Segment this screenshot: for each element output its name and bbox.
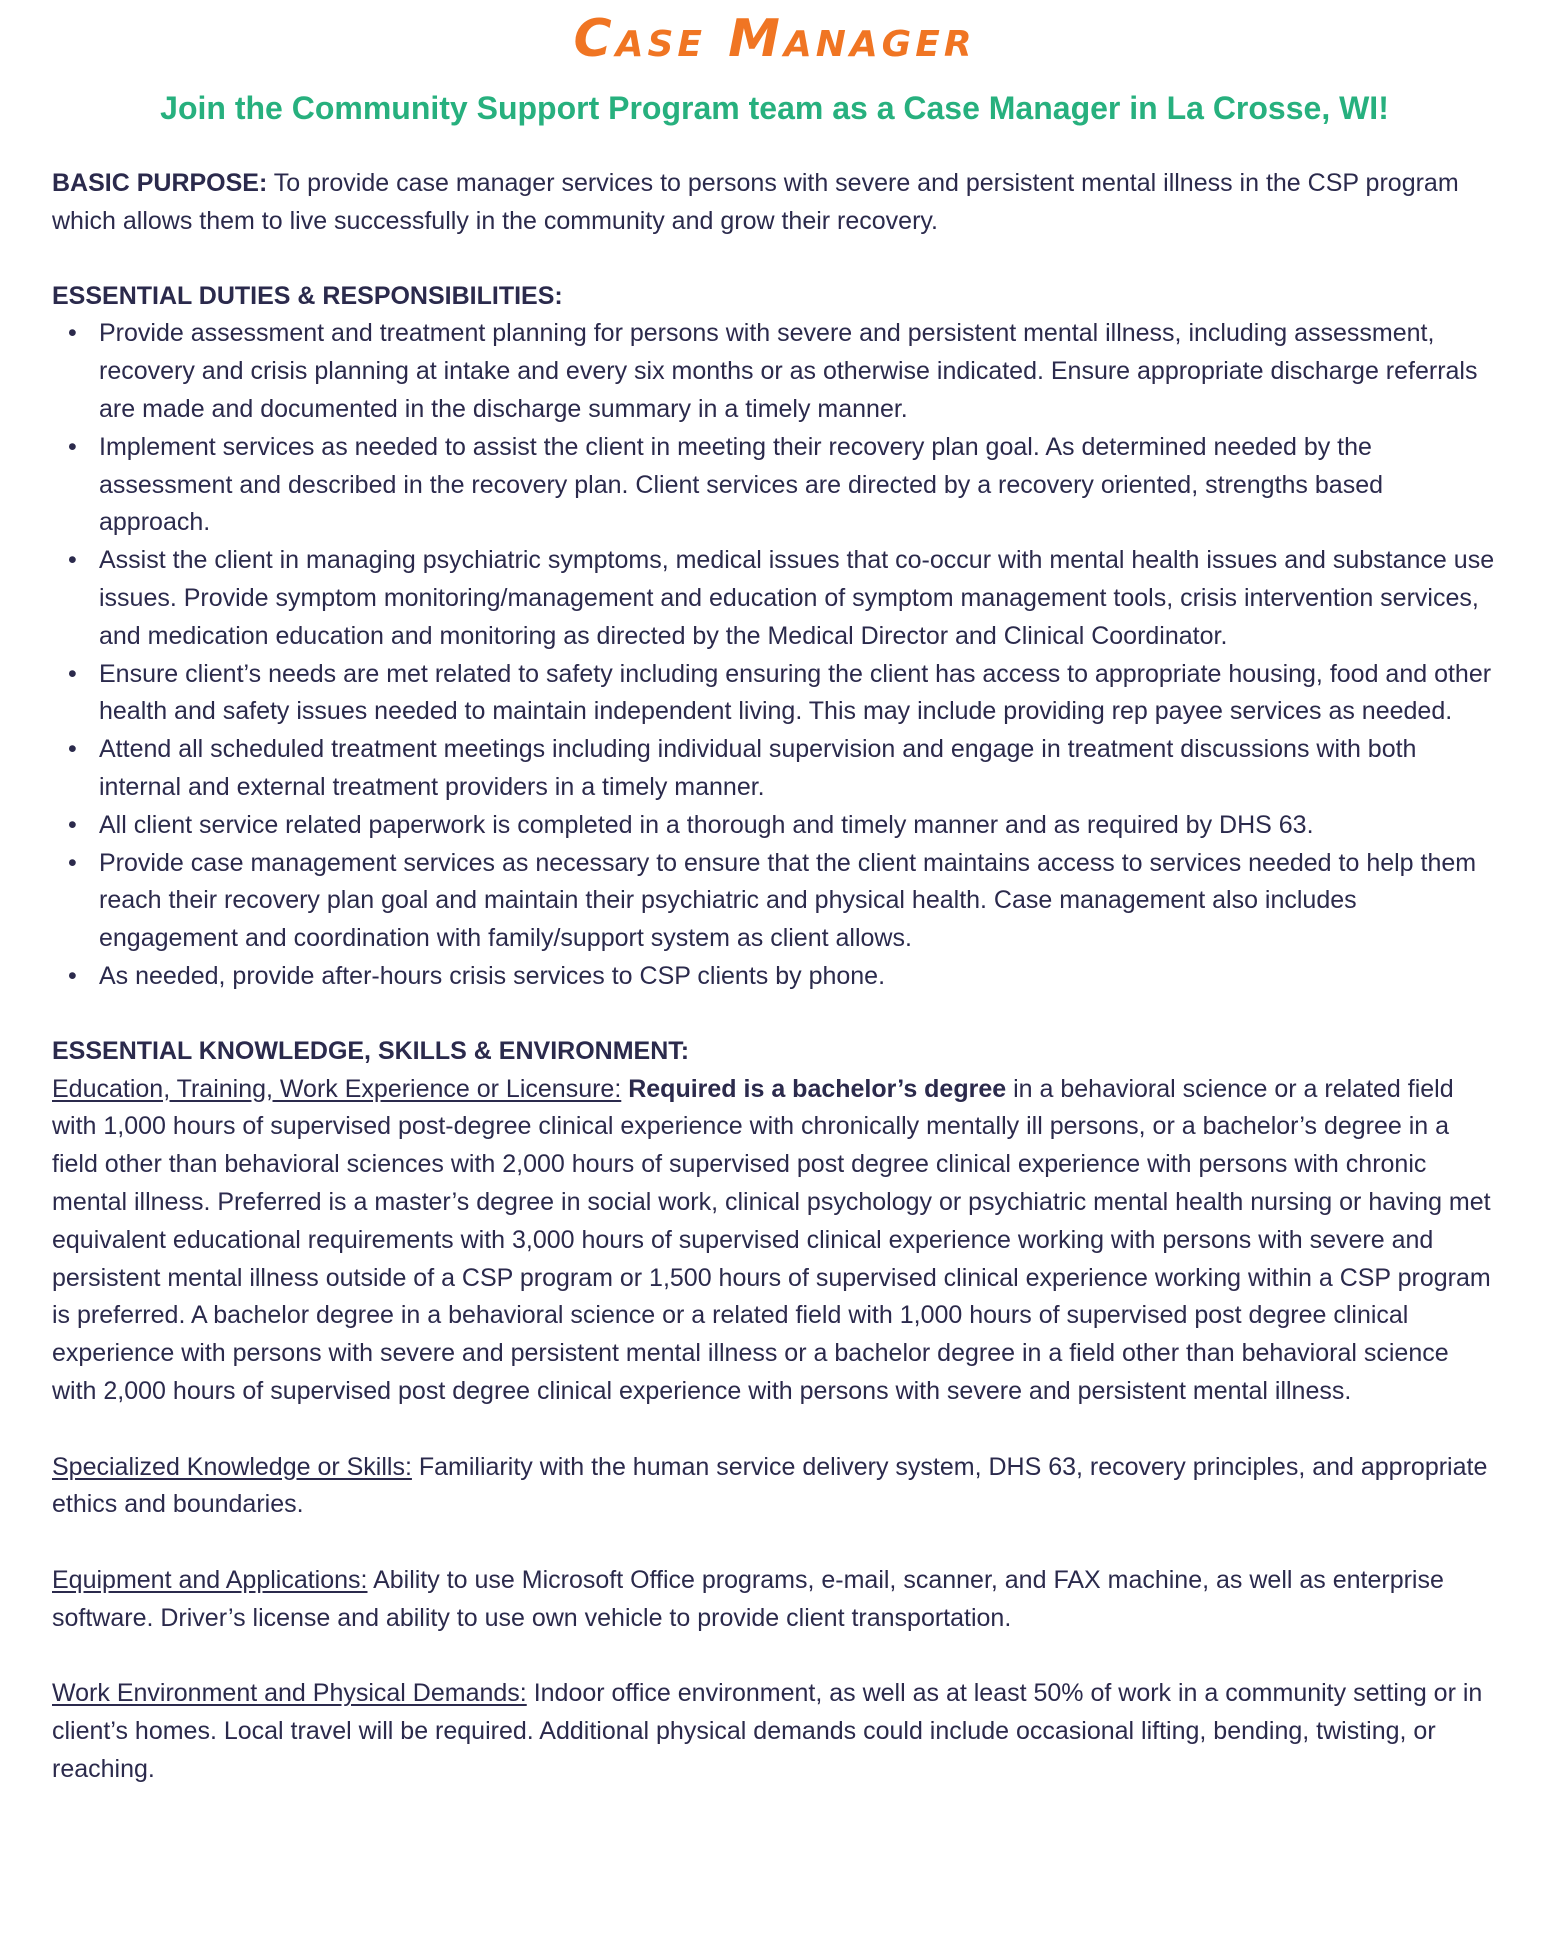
basic-purpose-label: BASIC PURPOSE: <box>52 169 268 197</box>
skills-paragraph <box>52 1449 1497 1525</box>
bullet-icon: • <box>68 546 77 575</box>
page-subtitle: Join the Community Support Program team as a Case Manager in La Crosse, WI! <box>160 90 1389 126</box>
basic-purpose-paragraph <box>52 165 1497 241</box>
equipment-text: Ability to use Microsoft Office programs, e-mail, scanner, and FAX machine, as well as enterprise software. Driver’s license and ability to use own vehicle to provide client transportation. <box>52 1565 1444 1632</box>
duties-list <box>52 315 1497 995</box>
education-label: Education, Training, Work Experience or Licensure: <box>52 1074 622 1103</box>
education-text: in a behavioral science or a related field with 1,000 hours of supervised post-degree clinical experience with chronically mentally ill persons, or a bachelor’s degree in a field other than behavioral sciences with 2,000 hours of supervised post degree clinical experience with persons with chronic mental illness. Preferred is a master’s degree in social work, clinical psychology or psychiatric mental health nursing or having met equivalent educational requirements with 3,000 hours of supervised clinical experience working with persons with severe and persistent mental illness outside of a CSP program or 1,500 hours of supervised clinical experience working within a CSP program is preferred. A bachelor degree in a behavioral science or a related field with 1,000 hours of supervised post degree clinical experience with persons with severe and persistent mental illness or a bachelor degree in a field other than behavioral science with 2,000 hours of supervised post degree clinical experience with persons with severe and persistent mental illness. <box>52 1074 1491 1405</box>
duty-text: Implement services as needed to assist the client in meeting their recovery plan goal. As determined needed by the assessment and described in the recovery plan. Client services are directed by a recovery oriented, strengths based approach. <box>99 432 1383 537</box>
list-item <box>52 731 1497 807</box>
environment-text: Indoor office environment, as well as at least 50% of work in a community setting or in client’s homes. Local travel will be required. Additional physical demands could include occasional lifting, bending, twisting, or reaching. <box>52 1679 1483 1783</box>
bullet-icon: • <box>68 735 77 764</box>
bullet-icon: • <box>68 848 77 877</box>
duty-text: Attend all scheduled treatment meetings including individual supervision and engage in treatment discussions with both internal and external treatment providers in a timely manner. <box>99 735 1417 801</box>
duties-heading: ESSENTIAL DUTIES & RESPONSIBILITIES: <box>52 281 563 310</box>
environment-label: Work Environment and Physical Demands: <box>52 1679 527 1708</box>
environment-paragraph <box>52 1675 1497 1788</box>
duty-text: Assist the client in managing psychiatric symptoms, medical issues that co-occur with mental health issues and substance use issues. Provide symptom monitoring/management and education of symptom management tools, crisis intervention services, and medication education and monitoring as directed by the Medical Director and Clinical Coordinator. <box>99 546 1495 650</box>
knowledge-heading: ESSENTIAL KNOWLEDGE, SKILLS & ENVIRONMENT: <box>52 1036 690 1065</box>
job-posting-page <box>52 0 1497 1789</box>
knowledge-section <box>52 1033 1497 1789</box>
education-requirement: Required is a bachelor’s degree <box>621 1074 1007 1103</box>
bullet-icon: • <box>68 319 77 348</box>
equipment-label: Equipment and Applications: <box>52 1565 368 1594</box>
list-item <box>52 958 1497 996</box>
list-item <box>52 807 1497 845</box>
list-item <box>52 429 1497 542</box>
education-paragraph <box>52 1071 1497 1411</box>
basic-purpose-text: To provide case manager services to persons with severe and persistent mental illness in the CSP program which allows them to live successfully in the community and grow their recovery. <box>52 169 1459 235</box>
duty-text: Ensure client’s needs are met related to safety including ensuring the client has access to appropriate housing, food and other health and safety issues needed to maintain independent living. This may include providing rep payee services as needed. <box>99 659 1492 726</box>
skills-label: Specialized Knowledge or Skills: <box>52 1452 412 1481</box>
bullet-icon: • <box>68 810 77 839</box>
bullet-icon: • <box>68 432 77 461</box>
duty-text: Provide assessment and treatment planning for persons with severe and persistent mental illness, including assessment, recovery and crisis planning at intake and every six months or as otherwise indicated. Ensure appropriate discharge referrals are made and documented in the discharge summary in a timely manner. <box>99 319 1478 423</box>
page-title: Case Manager <box>573 9 976 69</box>
list-item <box>52 315 1497 428</box>
duty-text: As needed, provide after-hours crisis services to CSP clients by phone. <box>99 961 886 990</box>
list-item <box>52 656 1497 732</box>
duties-section <box>52 278 1497 996</box>
duty-text: Provide case management services as necessary to ensure that the client maintains access to services needed to help them reach their recovery plan goal and maintain their psychiatric and physical health. Case management also includes engagement and coordination with family/support system as client allows. <box>99 848 1477 953</box>
bullet-icon: • <box>68 961 77 990</box>
basic-purpose-section <box>52 165 1497 241</box>
list-item <box>52 845 1497 958</box>
equipment-paragraph <box>52 1562 1497 1638</box>
duty-text: All client service related paperwork is completed in a thorough and timely manner and as required by DHS 63. <box>99 810 1314 839</box>
list-item <box>52 542 1497 655</box>
bullet-icon: • <box>68 659 77 688</box>
skills-text: Familiarity with the human service delivery system, DHS 63, recovery principles, and appropriate ethics and boundaries. <box>52 1452 1488 1519</box>
